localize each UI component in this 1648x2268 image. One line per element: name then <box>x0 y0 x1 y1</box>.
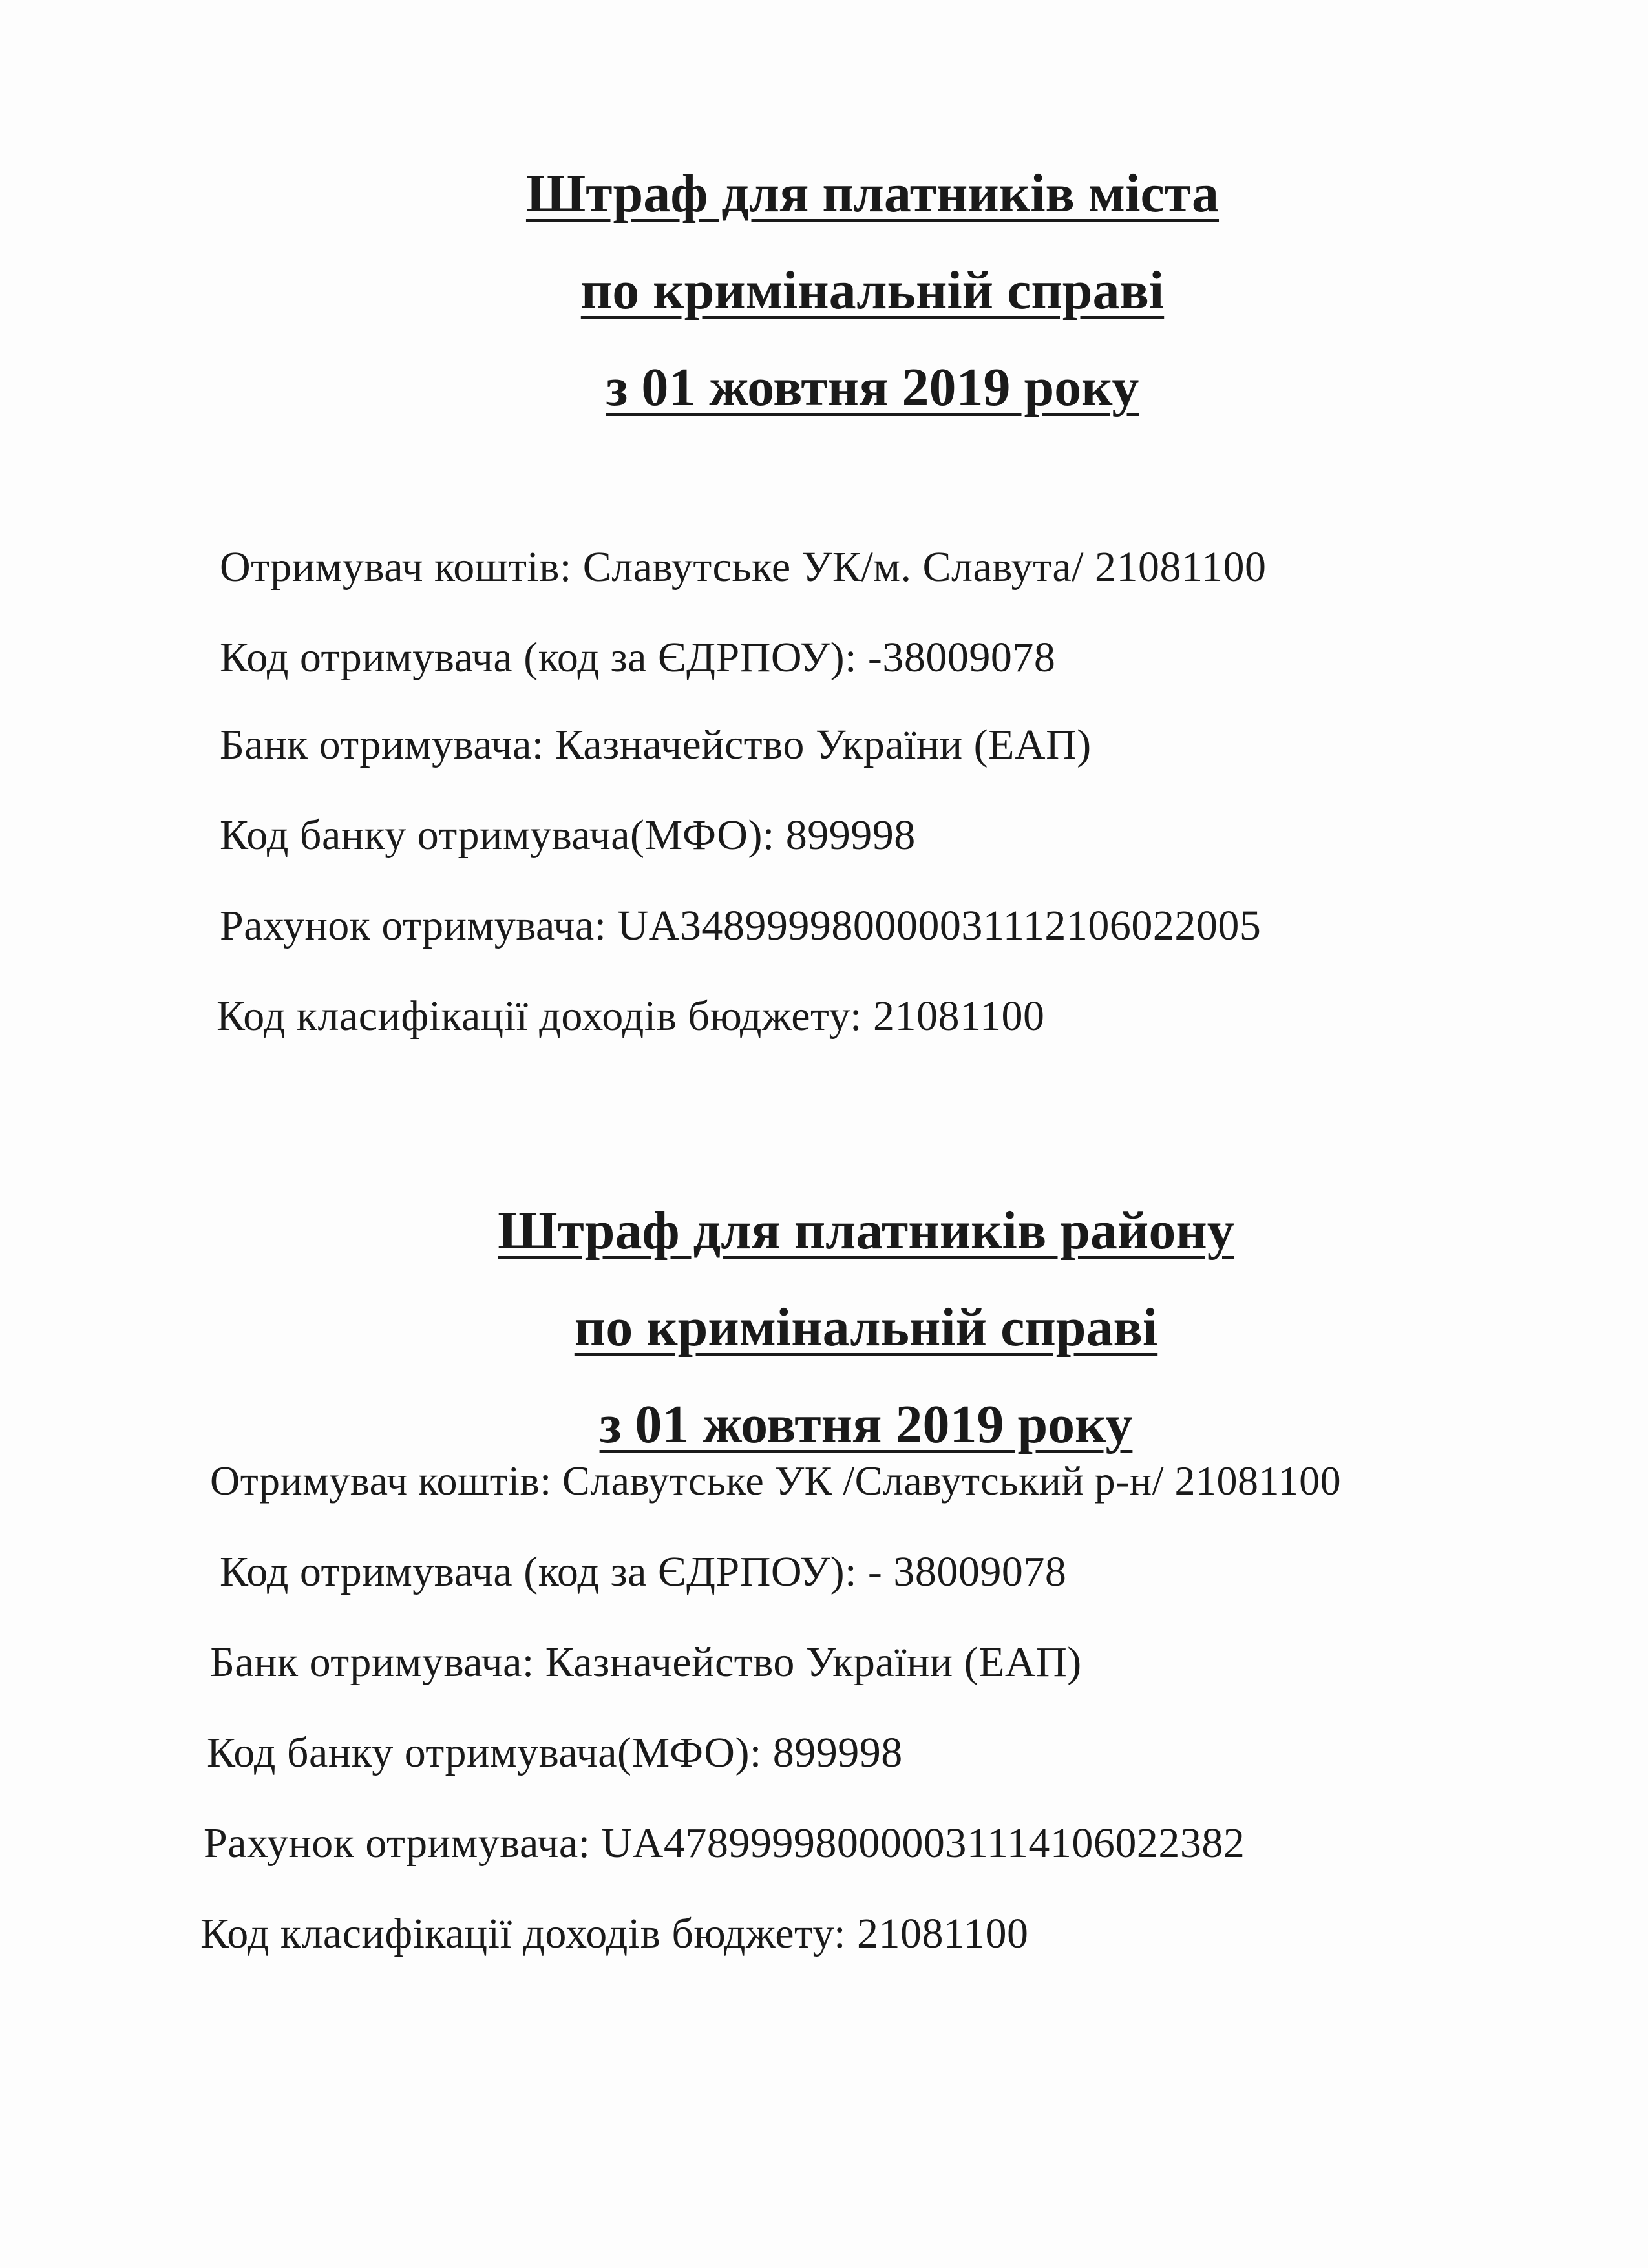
title-text: по кримінальній справі <box>580 260 1165 320</box>
bank-code-field: Код банку отримувача(МФО): 899998 <box>207 1729 903 1776</box>
title-line <box>420 242 1325 339</box>
recipient-bank-field: Банк отримувача: Казначейство України (ЕАП) <box>220 721 1092 768</box>
recipient-bank-field: Банк отримувача: Казначейство України (ЕАП) <box>210 1639 1082 1686</box>
bank-code-field: Код банку отримувача(МФО): 899998 <box>220 812 916 859</box>
title-text: Штраф для платників міста <box>525 163 1220 224</box>
budget-code-field: Код класифікації доходів бюджету: 21081100 <box>200 1910 1029 1957</box>
recipient-field: Отримувач коштів: Славутське УК/м. Славута/ 21081100 <box>220 543 1267 591</box>
section-title-district <box>407 1182 1325 1473</box>
account-field: Рахунок отримувача: UA478999980000031114106022382 <box>204 1820 1245 1867</box>
recipient-field: Отримувач коштів: Славутське УК /Славутський р-н/ 21081100 <box>210 1458 1342 1504</box>
recipient-code-field: Код отримувача (код за ЄДРПОУ): - 38009078 <box>220 1548 1067 1595</box>
title-line <box>407 1279 1325 1376</box>
title-text: з 01 жовтня 2019 року <box>606 357 1139 417</box>
title-text: Штраф для платників району <box>498 1201 1234 1261</box>
budget-code-field: Код класифікації доходів бюджету: 21081100 <box>217 992 1045 1040</box>
title-line <box>407 1182 1325 1279</box>
account-field: Рахунок отримувача: UA348999980000031112106022005 <box>220 902 1262 949</box>
section-title-city <box>420 145 1325 436</box>
title-text: по кримінальній справі <box>574 1297 1158 1358</box>
title-line <box>420 145 1325 242</box>
title-text: з 01 жовтня 2019 року <box>599 1394 1133 1454</box>
recipient-code-field: Код отримувача (код за ЄДРПОУ): -38009078 <box>220 634 1056 681</box>
title-line <box>420 339 1325 436</box>
